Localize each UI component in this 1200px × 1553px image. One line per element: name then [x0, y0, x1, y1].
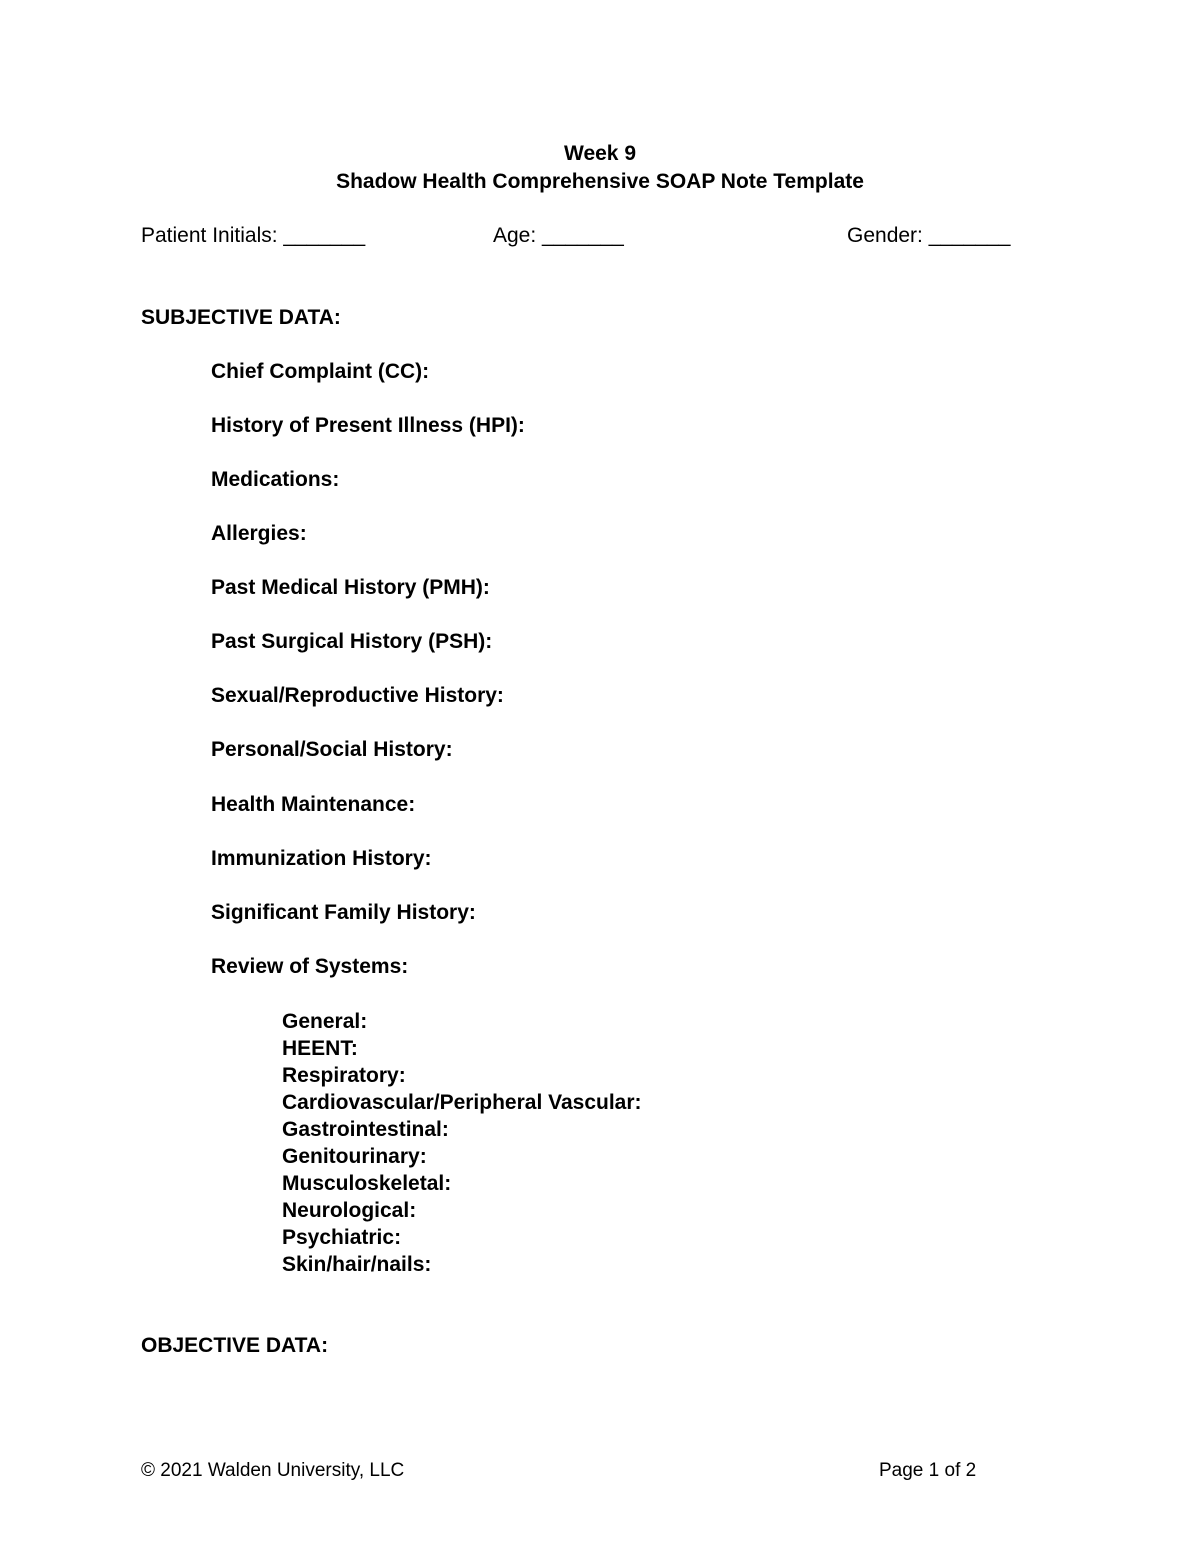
sexual-reproductive-history-label: Sexual/Reproductive History: [211, 684, 504, 707]
personal-social-history-label: Personal/Social History: [211, 738, 453, 761]
ros-heent: HEENT: [282, 1037, 358, 1060]
ros-musculoskeletal: Musculoskeletal: [282, 1172, 452, 1195]
psh-label: Past Surgical History (PSH): [211, 630, 493, 653]
chief-complaint-label: Chief Complaint (CC): [211, 360, 430, 383]
health-maintenance-label: Health Maintenance: [211, 793, 416, 816]
patient-initials-field: Patient Initials: _______ [141, 224, 366, 247]
week-label: Week 9 [564, 142, 636, 165]
medications-label: Medications: [211, 468, 340, 491]
ros-genitourinary: Genitourinary: [282, 1145, 427, 1168]
ros-psychiatric: Psychiatric: [282, 1226, 402, 1249]
hpi-label: History of Present Illness (HPI): [211, 414, 525, 437]
subjective-heading: SUBJECTIVE DATA: [141, 306, 341, 329]
pmh-label: Past Medical History (PMH): [211, 576, 490, 599]
immunization-history-label: Immunization History: [211, 847, 432, 870]
ros-respiratory: Respiratory: [282, 1064, 406, 1087]
ros-list [282, 1008, 642, 1278]
ros-neurological: Neurological: [282, 1199, 417, 1222]
page-number: Page 1 of 2 [879, 1460, 977, 1481]
objective-heading: OBJECTIVE DATA: [141, 1334, 329, 1357]
ros-cardiovascular: Cardiovascular/Peripheral Vascular: [282, 1091, 642, 1114]
review-of-systems-label: Review of Systems: [211, 955, 409, 978]
allergies-label: Allergies: [211, 522, 307, 545]
family-history-label: Significant Family History: [211, 901, 476, 924]
ros-gastrointestinal: Gastrointestinal: [282, 1118, 449, 1141]
document-title: Shadow Health Comprehensive SOAP Note Template [336, 170, 864, 193]
age-field: Age: _______ [493, 224, 624, 247]
ros-general: General: [282, 1010, 368, 1033]
ros-skin-hair-nails: Skin/hair/nails: [282, 1253, 432, 1276]
copyright-footer: © 2021 Walden University, LLC [141, 1460, 405, 1481]
gender-field: Gender: _______ [847, 224, 1011, 247]
